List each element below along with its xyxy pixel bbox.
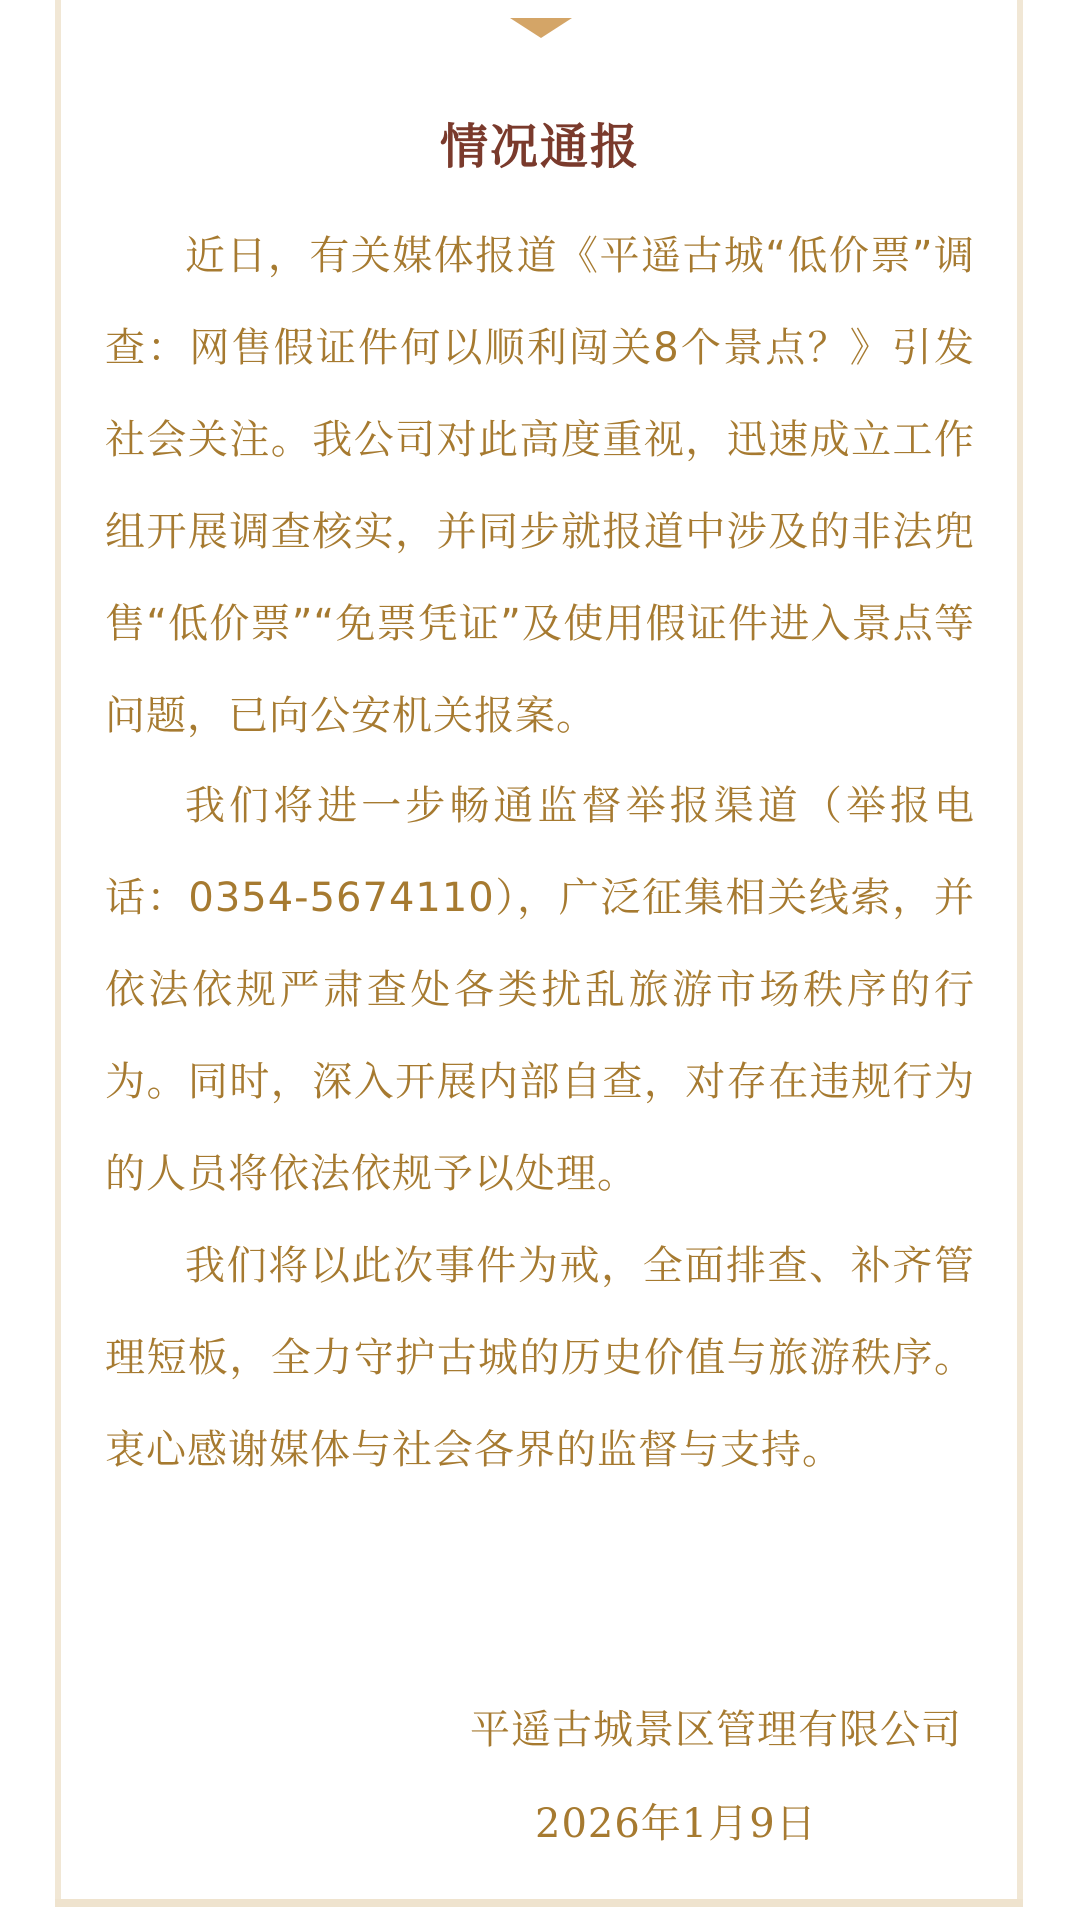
triangle-ornament-icon [510,18,572,38]
paragraph-3 [105,1220,975,1496]
paragraph-2-text: 我们将进一步畅通监督举报渠道（举报电话：0354-5674110），广泛征集相关线索，并依法依规严肃查处各类扰乱旅游市场秩序的行为。同时，深入开展内部自查，对存在违规行为的人员将依法依规予以处理。 [105,783,975,1197]
paragraph-3-text: 我们将以此次事件为戒，全面排查、补齐管理短板，全力守护古城的历史价值与旅游秩序。衷心感谢媒体与社会各界的监督与支持。 [105,1243,975,1473]
paragraph-2 [105,760,975,1220]
frame-bottom-border [55,1899,1023,1907]
signature: 平遥古城景区管理有限公司 [470,1707,962,1753]
paragraph-1-text: 近日，有关媒体报道《平遥古城“低价票”调查：网售假证件何以顺利闯关8个景点？》引发社会关注。我公司对此高度重视，迅速成立工作组开展调查核实，并同步就报道中涉及的非法兜售“低价票”“免票凭证”及使用假证件进入景点等问题，已向公安机关报案。 [105,233,975,739]
notice-date: 2026年1月9日 [535,1801,817,1847]
paragraph-1 [105,210,975,762]
notice-title: 情况通报 [439,119,640,175]
